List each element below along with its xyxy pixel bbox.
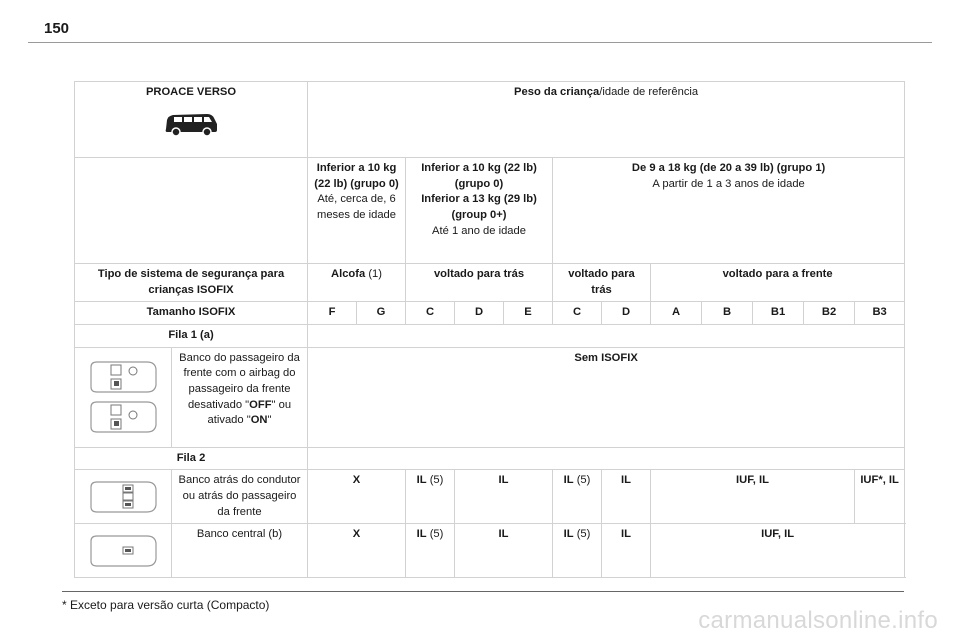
size-value: E — [504, 302, 553, 325]
header-row — [75, 82, 905, 158]
row2-behind-c1: X — [308, 470, 406, 524]
row1-header — [75, 325, 905, 348]
row2-behind-c7: IUF*, IL — [855, 470, 905, 524]
off-label: OFF — [249, 398, 272, 411]
row2-central-c3: IL — [455, 524, 553, 578]
alcofa-label: Alcofa — [331, 268, 366, 280]
size-value: B1 — [753, 302, 804, 325]
car-seat-diagram-icon — [87, 479, 159, 515]
row2-central-desc: Banco central (b) — [172, 524, 308, 578]
group-0-cell — [308, 158, 406, 264]
row2-behind — [75, 470, 905, 524]
group-1-text: A partir de 1 a 3 anos de idade — [652, 177, 805, 190]
on-label: ON — [250, 414, 268, 427]
row2-central-c4-value: IL — [563, 528, 574, 541]
size-value: G — [357, 302, 406, 325]
row2-central — [75, 524, 905, 578]
row2-behind-c4 — [553, 470, 602, 524]
row1-label: Fila 1 (a) — [75, 325, 308, 348]
size-value: B2 — [804, 302, 855, 325]
van-icon — [163, 109, 219, 139]
group-0plus-title-2: Inferior a 13 kg (29 lb) (group 0+) — [421, 193, 537, 222]
size-value: B3 — [855, 302, 905, 325]
vehicle-name: PROACE VERSO — [145, 86, 237, 98]
group-1-cell — [553, 158, 905, 264]
size-value: C — [553, 302, 602, 325]
size-value: A — [651, 302, 702, 325]
row2-behind-c6: IUF, IL — [651, 470, 855, 524]
row2-central-c4 — [553, 524, 602, 578]
forward-facing: voltado para a frente — [651, 264, 905, 302]
row2-behind-c2 — [406, 470, 455, 524]
alcofa-cell — [308, 264, 406, 302]
row1-diagram-cell — [75, 347, 172, 447]
row2-central-diagram-cell — [75, 524, 172, 578]
row2-behind-c2-note: (5) — [426, 474, 444, 487]
rear-facing-2: voltado para trás — [553, 264, 651, 302]
row2-behind-c5: IL — [602, 470, 651, 524]
car-seat-diagram-icon — [87, 399, 159, 435]
group-0plus-title-1: Inferior a 10 kg (22 lb) (grupo 0) — [421, 162, 537, 190]
row2-behind-c3: IL — [455, 470, 553, 524]
vehicle-cell — [75, 82, 308, 158]
alcofa-note: (1) — [365, 268, 382, 280]
system-label: Tipo de sistema de segurança para crianças ISOFIX — [75, 264, 308, 302]
group-0-title: Inferior a 10 kg (22 lb) (grupo 0) — [314, 162, 399, 190]
weight-header-bold: Peso da criança — [514, 86, 600, 98]
row2-central-c5: IL — [602, 524, 651, 578]
row2-header-blank — [308, 447, 905, 470]
weight-header — [308, 82, 905, 158]
group-0plus-cell — [406, 158, 553, 264]
group-row-blank — [75, 158, 308, 264]
watermark: carmanualsonline.info — [698, 607, 938, 634]
size-label: Tamanho ISOFIX — [75, 302, 308, 325]
group-0plus-text: Até 1 ano de idade — [432, 224, 526, 237]
size-value: B — [702, 302, 753, 325]
row2-header — [75, 447, 905, 470]
rear-facing-1: voltado para trás — [406, 264, 553, 302]
row2-behind-desc: Banco atrás do condutor ou atrás do passageiro da frente — [172, 470, 308, 524]
row2-behind-c2-value: IL — [416, 474, 427, 487]
row2-central-c4-note: (5) — [573, 528, 591, 541]
row1-seat-text-1: Banco do passageiro da frente com o airbag do passageiro da frente desativado — [179, 351, 300, 411]
page-number: 150 — [44, 20, 70, 37]
row1-seat-desc: Banco do passageiro da frente com o airbag do passageiro da frente desativado "OFF" ou ativado "ON" — [172, 347, 308, 447]
footnote-rule — [62, 591, 904, 592]
group-0-text: Até, cerca de, 6 meses de idade — [317, 193, 397, 222]
footnote: * Exceto para versão curta (Compacto) — [62, 598, 270, 612]
row2-behind-diagram-cell — [75, 470, 172, 524]
size-value: D — [455, 302, 504, 325]
size-value: C — [406, 302, 455, 325]
system-row — [75, 264, 905, 302]
row1-value: Sem ISOFIX — [308, 347, 905, 447]
row2-central-c6: IUF, IL — [651, 524, 905, 578]
car-seat-diagram-icon — [87, 359, 159, 395]
weight-header-rest: /idade de referência — [599, 86, 699, 98]
car-seat-diagram-icon — [87, 533, 159, 569]
row2-central-c1: X — [308, 524, 406, 578]
row2-behind-c4-value: IL — [563, 474, 574, 487]
row1-seat — [75, 347, 905, 447]
size-row — [75, 302, 905, 325]
row2-central-c2-note: (5) — [426, 528, 444, 541]
row2-behind-c4-note: (5) — [573, 474, 591, 487]
group-1-title: De 9 a 18 kg (de 20 a 39 lb) (grupo 1) — [631, 162, 826, 174]
row2-central-c2-value: IL — [416, 528, 427, 541]
top-rule — [28, 42, 932, 43]
size-value: F — [308, 302, 357, 325]
row2-central-c2 — [406, 524, 455, 578]
row1-header-blank — [308, 325, 905, 348]
size-value: D — [602, 302, 651, 325]
row1-seat-text-2: ou ativado — [207, 398, 292, 427]
group-row — [75, 158, 905, 264]
row2-label: Fila 2 — [75, 447, 308, 470]
isofix-table — [74, 81, 905, 578]
